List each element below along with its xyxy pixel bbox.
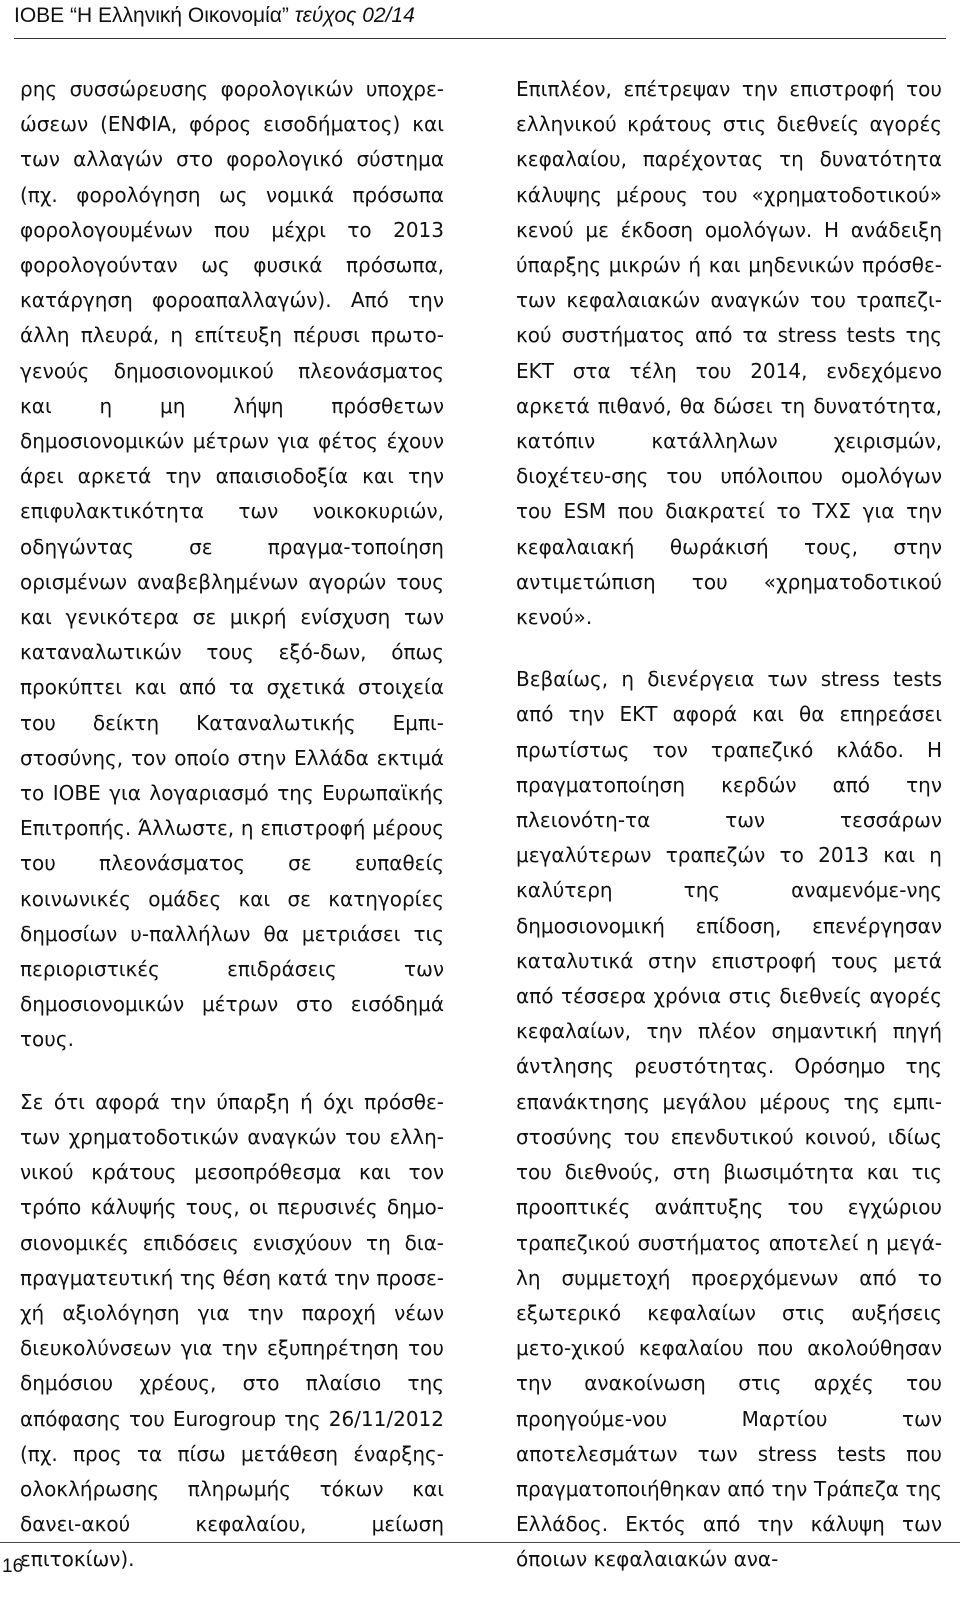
left-column	[20, 72, 444, 1578]
right-paragraph-1: Επιπλέον, επέτρεψαν την επιστροφή του ελληνικού κράτους στις διεθνείς αγορές κεφαλαίου, παρέχοντας τη δυνατότητα κάλυψης μέρους του «χρηματοδοτικού» κενού με έκδοση ομολόγων. Η ανάδειξη ύπαρξης μικρών ή και μηδενικών πρόσθε-των κεφαλαιακών αναγκών του τραπεζι-κού συστήματος από τα stress tests της ΕΚΤ στα τέλη του 2014, ενδεχόμενο αρκετά πιθανό, θα δώσει τη δυνατότητα, κατόπιν κατάλληλων χειρισμών, διοχέτευ-σης του υπόλοιπου ομολόγων του ESM που διακρατεί το ΤΧΣ για την κεφαλαιακή θωράκισή τους, στην αντιμετώπιση του «χρηματοδοτικού κενού».	[516, 77, 942, 630]
right-paragraph-2: Βεβαίως, η διενέργεια των stress tests από την ΕΚΤ αφορά και θα επηρεάσει πρωτίστως τον τραπεζικό κλάδο. Η πραγματοποίηση κερδών από την πλειονότη-τα των τεσσάρων μεγαλύτερων τραπεζών το 2013 και η καλύτερη της αναμενόμε-νης δημοσιονομική επίδοση, επενέργησαν καταλυτικά στην επιστροφή τους μετά από τέσσερα χρόνια στις διεθνείς αγορές κεφαλαίων, την πλέον σημαντική πηγή άντλησης ρευστότητας. Ορόσημο της επανάκτησης μεγάλου μέρους της εμπι-στοσύνης του επενδυτικού κοινού, ιδίως του διεθνούς, στη βιωσιμότητα και τις προοπτικές ανάπτυξης του εγχώριου τραπεζικού συστήματος αποτελεί η μεγά-λη συμμετοχή προερχόμενων από το εξωτερικό κεφαλαίων στις αυξήσεις μετο-χικού κεφαλαίου που ακολούθησαν την ανακοίνωση στις αρχές του προηγούμε-νου Μαρτίου των αποτελεσμάτων των stress tests που πραγματοποιήθηκαν από την Τράπεζα της Ελλάδος. Εκτός από την κάλυψη των όποιων κεφαλαιακών ανα-	[516, 667, 942, 1572]
left-paragraph-2: Σε ότι αφορά την ύπαρξη ή όχι πρόσθε-των χρηματοδοτικών αναγκών του ελλη-νικού κράτους μεσοπρόθεσμα και τον τρόπο κάλυψής τους, οι περυσινές δημο-σιονομικές επιδόσεις ενισχύουν τη δια-πραγματευτική της θέση κατά την προσε-χή αξιολόγηση για την παροχή νέων διευκολύνσεων για την εξυπηρέτηση του δημόσιου χρέους, στο πλαίσιο της απόφασης του Eurogroup της 26/11/2012 (πχ. προς τα πίσω μετάθεση έναρξης-ολοκλήρωσης πληρωμής τόκων και δανει-ακού κεφαλαίου, μείωση επιτοκίων).	[20, 1089, 444, 1572]
left-paragraph-1: ρης συσσώρευσης φορολογικών υποχρε-ώσεων (ΕΝΦΙΑ, φόρος εισοδήματος) και των αλλαγών στο φορολογικό σύστημα (πχ. φορολόγηση ως νομικά πρόσωπα φορολογουμένων που μέχρι το 2013 φορολογούνταν ως φυσικά πρόσωπα, κατάργηση φοροαπαλλαγών). Από την άλλη πλευρά, η επίτευξη πέρυσι πρωτο-γενούς δημοσιονομικού πλεονάσματος και η μη λήψη πρόσθετων δημοσιονομικών μέτρων για φέτος έχουν άρει αρκετά την απαισιοδοξία και την επιφυλακτικότητα των νοικοκυριών, οδηγώντας σε πραγμα-τοποίηση ορισμένων αναβεβλημένων αγορών τους και γενικότερα σε μικρή ενίσχυση των καταναλωτικών τους εξό-δων, όπως προκύπτει και από τα σχετικά στοιχεία του δείκτη Καταναλωτικής Εμπι-στοσύνης, τον οποίο στην Ελλάδα εκτιμά το ΙΟΒΕ για λογαριασμό της Ευρωπαϊκής Επιτροπής. Άλλωστε, η επιστροφή μέρους του πλεονάσματος σε ευπαθείς κοινωνικές ομάδες και σε κατηγορίες δημοσίων υ-παλλήλων θα μετριάσει τις περιοριστικές επιδράσεις των δημοσιονομικών μέτρων στο εισόδημά τους.	[20, 77, 444, 1052]
page-number: 16	[2, 1556, 24, 1577]
header-text	[14, 4, 415, 28]
footer-rule	[0, 1542, 960, 1543]
header-issue: τεύχος 02/14	[294, 4, 415, 27]
header-publisher: ΙΟΒΕ	[14, 4, 65, 27]
running-header	[14, 0, 946, 39]
right-column	[516, 72, 942, 1578]
header-title: “Η Ελληνική Οικονομία”	[70, 4, 289, 27]
